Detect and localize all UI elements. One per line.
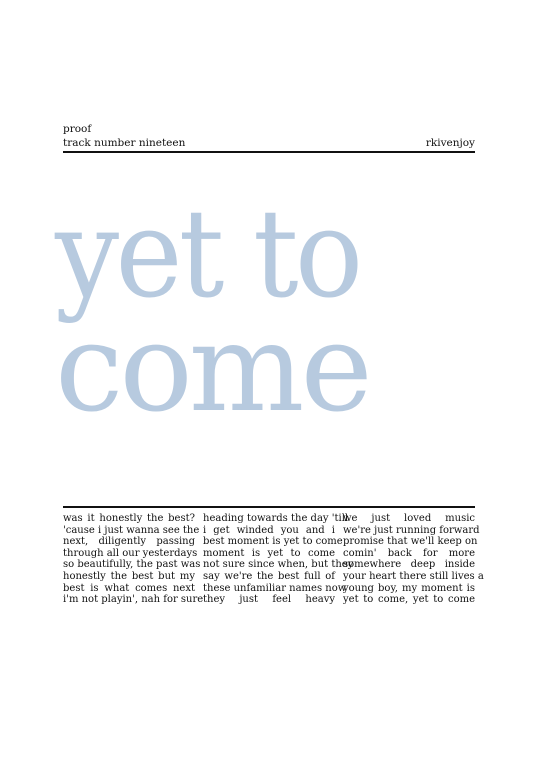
lyric-line: i'm not playin', nah for sure (63, 594, 204, 606)
lyrics-column-1 (63, 513, 204, 606)
lyric-line: through all our yesterdays (63, 547, 198, 559)
lyric-line: so beautifully, the past was (63, 559, 201, 571)
header (63, 122, 475, 150)
lyric-line: honestly the best but my (63, 570, 195, 582)
lyrics (63, 513, 484, 606)
song-title-line-2: come (55, 297, 369, 439)
lyric-line: heading towards the day 'till (203, 513, 349, 524)
track-number: track number nineteen (63, 137, 186, 149)
lyric-line: next, diligently passing (63, 536, 195, 548)
lyric-line: we just loved music (343, 513, 475, 524)
lyric-line: comin' back for more (343, 547, 475, 559)
lyric-line: not sure since when, but they (203, 559, 354, 571)
bottom-divider (63, 506, 475, 508)
lyric-line: i get winded you and i (203, 524, 335, 536)
song-title-line-1: yet to (55, 183, 360, 325)
lyric-line: 'cause i just wanna see the (63, 524, 200, 536)
lyric-line: moment is yet to come (203, 547, 335, 559)
lyric-line: best is what comes next (63, 582, 195, 594)
lyrics-column-3 (343, 513, 484, 606)
lyric-line: your heart there still lives a (343, 570, 484, 582)
lyric-line: these unfamiliar names now (203, 582, 347, 594)
lyric-line: was it honestly the best? (63, 513, 195, 524)
author-name: rkivenjoy (425, 137, 475, 149)
top-divider (63, 151, 475, 153)
lyric-line: young boy, my moment is (343, 582, 475, 594)
lyric-line: best moment is yet to come (203, 536, 343, 548)
lyric-line: they just feel heavy (203, 594, 335, 606)
lyric-line: we're just running forward (343, 524, 480, 536)
lyric-line: promise that we'll keep on (343, 536, 478, 548)
lyric-line: somewhere deep inside (343, 559, 475, 571)
album-name: proof (63, 123, 92, 135)
lyrics-column-2 (203, 513, 354, 606)
lyric-line: yet to come, yet to come (343, 594, 475, 606)
lyric-line: say we're the best full of (203, 570, 335, 582)
song-title (55, 183, 515, 439)
